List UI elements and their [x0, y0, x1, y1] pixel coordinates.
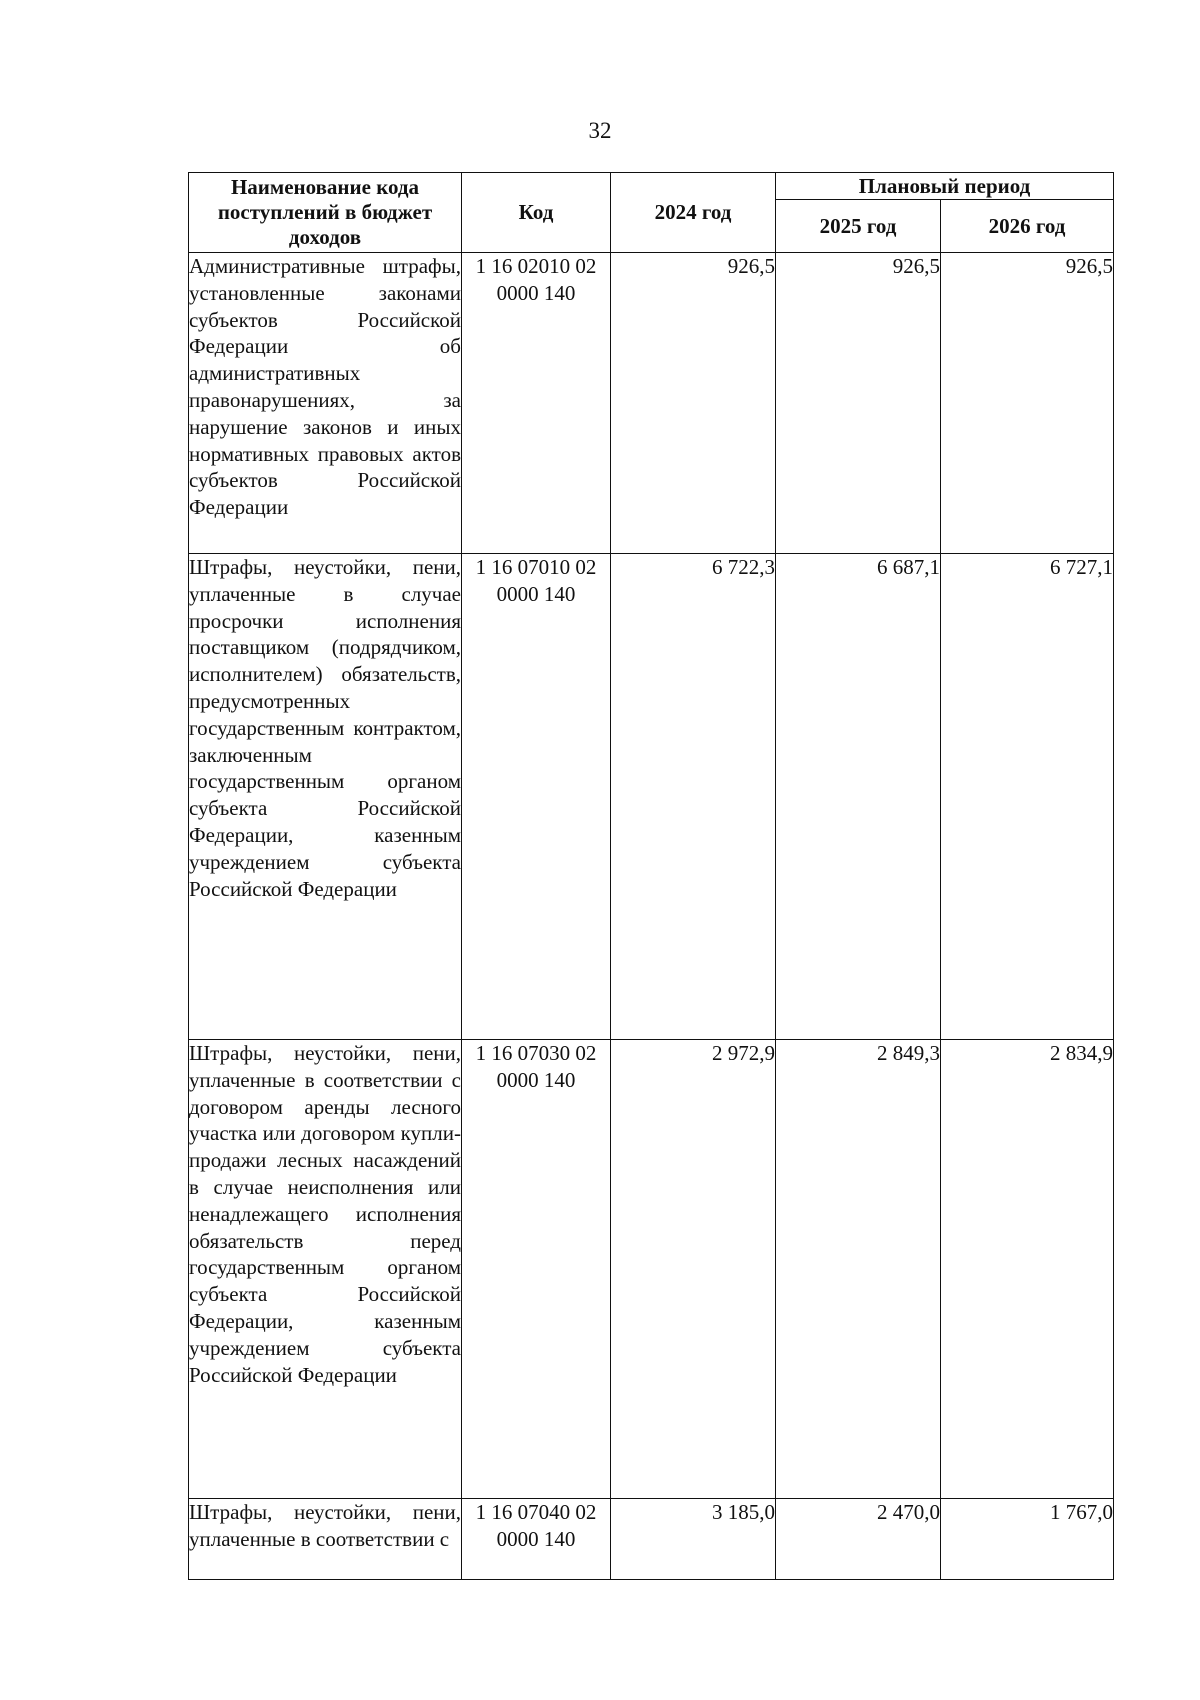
amount-2025: 6 687,1	[776, 554, 941, 1040]
page-number: 32	[588, 118, 612, 143]
amount-2026: 2 834,9	[941, 1040, 1114, 1499]
amount-2024: 926,5	[611, 253, 776, 554]
revenue-code: 1 16 02010 02 0000 140	[462, 253, 611, 554]
revenue-name: Административные штрафы, установленные законами субъектов Российской Федерации об административных правонарушениях, за нарушение законов и иных нормативных правовых актов субъектов Российской Федерации	[189, 253, 462, 554]
amount-2025: 2 849,3	[776, 1040, 941, 1499]
table-row	[189, 1040, 1114, 1499]
revenue-table	[188, 172, 1114, 1580]
revenue-name: Штрафы, неустойки, пени, уплаченные в случае просрочки исполнения поставщиком (подрядчиком, исполнителем) обязательств, предусмотренных государственным контрактом, заключенным государственным органом субъекта Российской Федерации, казенным учреждением субъекта Российской Федерации	[189, 554, 462, 1040]
amount-2024: 2 972,9	[611, 1040, 776, 1499]
amount-2026: 1 767,0	[941, 1499, 1114, 1580]
amount-2024: 3 185,0	[611, 1499, 776, 1580]
header-code: Код	[462, 173, 611, 253]
revenue-name: Штрафы, неустойки, пени, уплаченные в соответствии с	[189, 1499, 462, 1580]
revenue-code: 1 16 07030 02 0000 140	[462, 1040, 611, 1499]
revenue-code: 1 16 07010 02 0000 140	[462, 554, 611, 1040]
amount-2024: 6 722,3	[611, 554, 776, 1040]
revenue-code: 1 16 07040 02 0000 140	[462, 1499, 611, 1580]
header-year-2024: 2024 год	[611, 173, 776, 253]
header-planned-period: Плановый период	[776, 173, 1114, 200]
amount-2026: 6 727,1	[941, 554, 1114, 1040]
table-row	[189, 253, 1114, 554]
amount-2025: 2 470,0	[776, 1499, 941, 1580]
table-row	[189, 554, 1114, 1040]
revenue-name: Штрафы, неустойки, пени, уплаченные в соответствии с договором аренды лесного участка или договором купли-продажи лесных насаждений в случае неисполнения или ненадлежащего исполнения обязательств перед государственным органом субъекта Российской Федерации, казенным учреждением субъекта Российской Федерации	[189, 1040, 462, 1499]
header-name: Наименование кода поступлений в бюджет доходов	[189, 173, 462, 253]
amount-2025: 926,5	[776, 253, 941, 554]
table-row	[189, 1499, 1114, 1580]
header-year-2026: 2026 год	[941, 200, 1114, 253]
header-year-2025: 2025 год	[776, 200, 941, 253]
amount-2026: 926,5	[941, 253, 1114, 554]
